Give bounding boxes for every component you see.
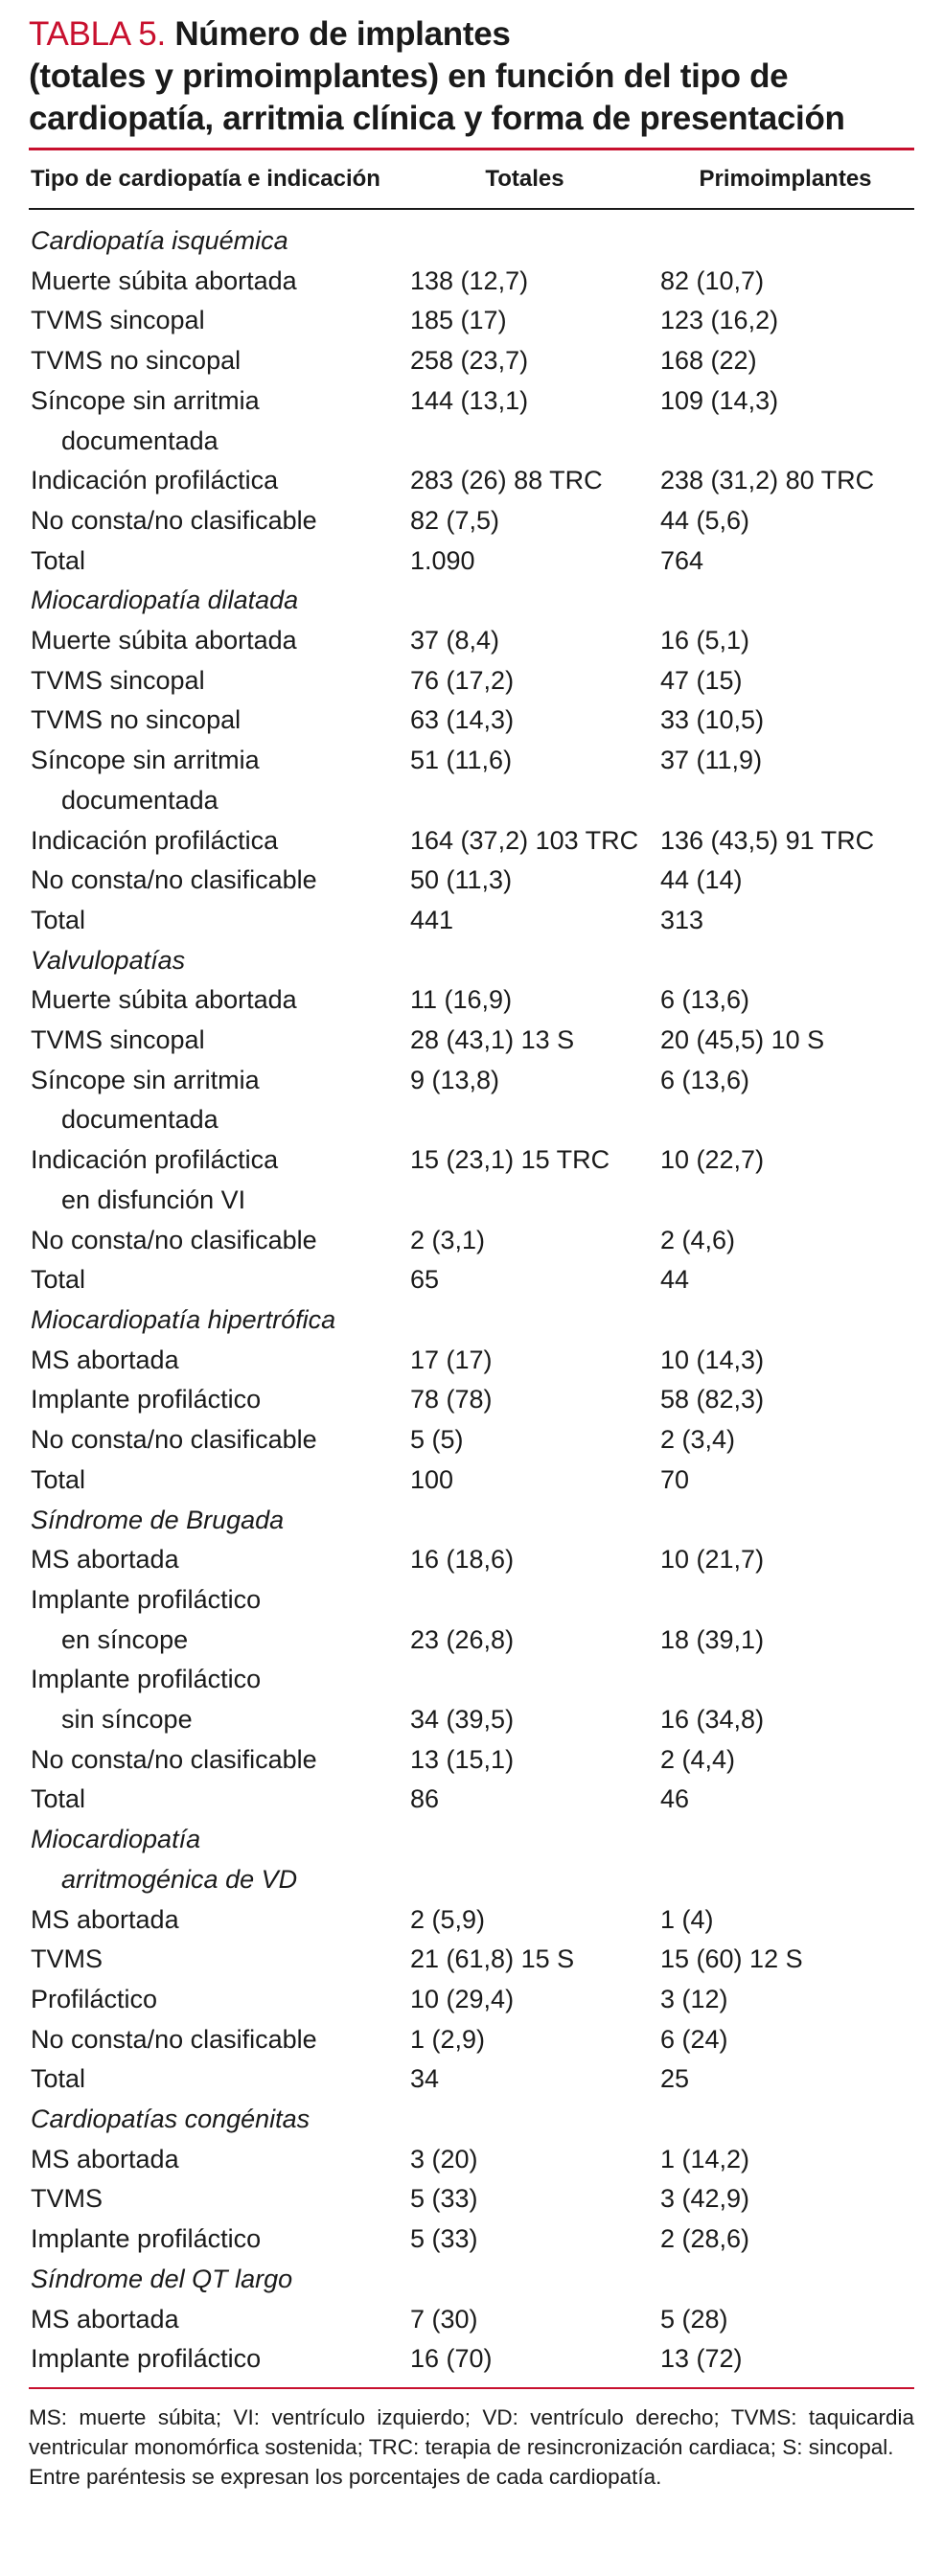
row-label: TVMS no sincopal [31,346,242,376]
cell-primoimplantes: 2 (28,6) [660,2224,750,2254]
cell-totales [393,1300,656,1341]
cell-totales: 21 (61,8) 15 S [410,1944,575,1974]
cell-primoimplantes: 16 (5,1) [660,626,750,656]
table-row [29,1460,914,1501]
section-row [29,1820,914,1860]
row-label: Indicación profiláctica [31,1145,279,1175]
cell-totales: 34 (39,5) [410,1705,515,1735]
cell-primoimplantes: 1 (14,2) [660,2144,750,2174]
cell-totales: 5 (33) [410,2184,478,2214]
table-row [29,1621,914,1661]
header-totales: Totales [485,166,564,192]
cell-totales: 5 (33) [410,2224,478,2254]
row-label: Indicación profiláctica [31,466,279,495]
cell-totales: 15 (23,1) 15 TRC [410,1145,610,1175]
section-row [29,1860,914,1900]
cell-primoimplantes [656,781,914,821]
table-row [29,1140,914,1181]
cell-totales: 2 (3,1) [410,1225,486,1254]
cell-primoimplantes: 238 (31,2) 80 TRC [660,466,875,495]
header-primo: Primoimplantes [699,166,872,192]
cell-primoimplantes [656,1100,914,1140]
title-line-2: (totales y primoimplantes) en función del tipo de [29,58,789,95]
cell-totales: 283 (26) 88 TRC [410,466,603,495]
cell-totales: 9 (13,8) [410,1065,500,1094]
cell-primoimplantes: 13 (72) [660,2344,743,2374]
footnote-abbreviations: MS: muerte súbita; VI: ventrículo izquierdo; VD: ventrículo derecho; TVMS: taquicardia ventricular monomórfica sostenida; TRC: terapia de resincronización cardiaca; S: sincopal. [29,2404,914,2459]
table-row [29,2220,914,2260]
cell-primoimplantes: 6 (13,6) [660,985,750,1015]
row-label: Cardiopatías congénitas [31,2104,310,2134]
cell-primoimplantes: 10 (14,3) [660,1345,765,1374]
row-label: MS abortada [31,2304,179,2334]
table-row [29,2059,914,2100]
row-label: TVMS sincopal [31,1025,205,1055]
cell-primoimplantes: 47 (15) [660,665,743,695]
cell-totales: 100 [410,1464,454,1494]
footnote-percentages: Entre paréntesis se expresan los porcentajes de cada cardiopatía. [29,2464,662,2489]
row-label: No consta/no clasificable [31,1425,317,1455]
table-row [29,701,914,741]
cell-totales: 11 (16,9) [410,985,513,1015]
cell-primoimplantes: 2 (3,4) [660,1425,736,1455]
cell-totales: 185 (17) [410,306,507,335]
table-row [29,661,914,702]
cell-primoimplantes: 3 (42,9) [660,2184,750,2214]
cell-totales: 76 (17,2) [410,665,515,695]
row-label: Miocardiopatía hipertrófica [31,1304,336,1334]
row-label: TVMS sincopal [31,665,205,695]
table-row [29,1740,914,1781]
cell-primoimplantes: 70 [660,1464,690,1494]
cell-primoimplantes: 25 [660,2064,690,2094]
table-row [29,1260,914,1300]
row-label: Cardiopatía isquémica [31,226,288,255]
table-row [29,1100,914,1140]
cell-totales [393,1860,656,1900]
table-row [29,1700,914,1740]
table-row [29,1420,914,1460]
row-label: Total [31,2064,86,2094]
row-label: Indicación profiláctica [31,825,279,855]
row-label: Profiláctico [31,1984,158,2013]
table-row [29,1181,914,1221]
cell-totales: 164 (37,2) 103 TRC [410,825,639,855]
cell-primoimplantes: 3 (12) [660,1984,728,2013]
row-label: Síncope sin arritmia [31,1065,260,1094]
table-row [29,2140,914,2180]
row-label: Total [31,1464,86,1494]
row-label: documentada [61,785,218,815]
cell-totales [393,2100,656,2140]
cell-totales: 51 (11,6) [410,746,513,775]
cell-primoimplantes: 46 [660,1784,690,1814]
cell-primoimplantes: 6 (24) [660,2024,728,2054]
row-label: No consta/no clasificable [31,2024,317,2054]
cell-primoimplantes: 6 (13,6) [660,1065,750,1094]
cell-totales: 23 (26,8) [410,1624,515,1654]
row-label: Total [31,1265,86,1295]
table-row [29,1380,914,1420]
table-row [29,2339,914,2380]
table-row [29,980,914,1021]
cell-primoimplantes [656,1860,914,1900]
table-row [29,821,914,862]
cell-primoimplantes: 44 (14) [660,865,743,895]
cell-totales [393,1580,656,1621]
table-row [29,1780,914,1820]
row-label: documentada [61,1105,218,1135]
row-label: Total [31,545,86,575]
row-label: Implante profiláctico [31,1584,262,1614]
table-row [29,461,914,501]
cell-totales [393,581,656,621]
table-row [29,501,914,541]
cell-totales [393,1501,656,1541]
row-label: Síndrome de Brugada [31,1505,285,1534]
cell-primoimplantes: 33 (10,5) [660,705,765,735]
cell-primoimplantes [656,422,914,462]
cell-totales: 82 (7,5) [410,505,500,535]
row-label: en síncope [61,1624,189,1654]
row-label: MS abortada [31,1904,179,1934]
cell-totales: 78 (78) [410,1385,493,1414]
cell-totales [393,781,656,821]
cell-primoimplantes: 136 (43,5) 91 TRC [660,825,875,855]
cell-totales: 2 (5,9) [410,1904,486,1934]
table-row [29,541,914,582]
cell-totales: 258 (23,7) [410,346,529,376]
title-line-3: cardiopatía, arritmia clínica y forma de presentación [29,100,845,137]
section-row [29,221,914,262]
cell-totales: 16 (18,6) [410,1545,515,1575]
cell-primoimplantes [656,1580,914,1621]
cell-totales: 144 (13,1) [410,385,529,415]
cell-primoimplantes: 764 [660,545,704,575]
cell-totales: 17 (17) [410,1345,493,1374]
table-row [29,861,914,901]
table-row [29,1940,914,1980]
row-label: No consta/no clasificable [31,1225,317,1254]
row-label: Total [31,1784,86,1814]
row-label: No consta/no clasificable [31,505,317,535]
cell-totales: 10 (29,4) [410,1984,515,2013]
cell-primoimplantes: 20 (45,5) 10 S [660,1025,825,1055]
section-row [29,1501,914,1541]
cell-totales: 138 (12,7) [410,265,529,295]
row-label: Miocardiopatía [31,1825,201,1854]
row-label: MS abortada [31,1545,179,1575]
table-row [29,1660,914,1700]
cell-totales [393,1660,656,1700]
table-row [29,1980,914,2020]
row-label: Muerte súbita abortada [31,626,297,656]
cell-primoimplantes: 15 (60) 12 S [660,1944,803,1974]
cell-primoimplantes [656,1501,914,1541]
table-body [29,210,914,2387]
cell-primoimplantes: 313 [660,905,704,934]
table-row [29,1341,914,1381]
cell-primoimplantes: 58 (82,3) [660,1385,765,1414]
table-tag: TABLA 5. [29,15,166,53]
table-footnotes [29,2403,914,2492]
cell-totales: 34 [410,2064,440,2094]
cell-totales: 16 (70) [410,2344,493,2374]
table-row [29,422,914,462]
cell-primoimplantes: 16 (34,8) [660,1705,765,1735]
row-label: Implante profiláctico [31,1385,262,1414]
row-label: sin síncope [61,1705,193,1735]
table-title [29,13,914,140]
row-label: Síncope sin arritmia [31,385,260,415]
cell-totales: 13 (15,1) [410,1744,515,1774]
cell-totales [393,1100,656,1140]
table-row [29,262,914,302]
cell-totales [393,2260,656,2300]
table-row [29,2020,914,2060]
table-row [29,301,914,341]
row-label: Implante profiláctico [31,2224,262,2254]
table-container [29,13,914,2492]
header-type: Tipo de cardiopatía e indicación [31,166,380,192]
cell-primoimplantes: 10 (21,7) [660,1545,765,1575]
cell-totales [393,941,656,981]
cell-primoimplantes: 168 (22) [660,346,757,376]
row-label: Síncope sin arritmia [31,746,260,775]
table-row [29,1900,914,1941]
table-row [29,741,914,781]
table-row [29,341,914,381]
cell-primoimplantes: 37 (11,9) [660,746,763,775]
bottom-rule [29,2387,914,2389]
cell-totales: 37 (8,4) [410,626,500,656]
row-label: MS abortada [31,2144,179,2174]
cell-totales: 50 (11,3) [410,865,513,895]
table-row [29,1540,914,1580]
cell-totales: 86 [410,1784,440,1814]
cell-primoimplantes: 2 (4,6) [660,1225,736,1254]
cell-primoimplantes [656,2260,914,2300]
row-label: Muerte súbita abortada [31,265,297,295]
row-label: Muerte súbita abortada [31,985,297,1015]
cell-totales: 28 (43,1) 13 S [410,1025,575,1055]
table-row [29,1061,914,1101]
cell-primoimplantes [656,1300,914,1341]
cell-primoimplantes [656,941,914,981]
cell-primoimplantes: 2 (4,4) [660,1744,736,1774]
section-row [29,2260,914,2300]
row-label: Síndrome del QT largo [31,2264,293,2293]
table-row [29,901,914,941]
row-label: TVMS [31,1944,104,1974]
table-row [29,1021,914,1061]
cell-primoimplantes: 5 (28) [660,2304,728,2334]
table-header [29,150,914,208]
cell-primoimplantes: 18 (39,1) [660,1624,765,1654]
cell-primoimplantes: 82 (10,7) [660,265,765,295]
section-row [29,941,914,981]
cell-primoimplantes [656,221,914,262]
table-row [29,2300,914,2340]
cell-totales [393,1181,656,1221]
cell-totales: 65 [410,1265,440,1295]
cell-totales [393,1820,656,1860]
cell-primoimplantes: 44 (5,6) [660,505,750,535]
row-label: TVMS no sincopal [31,705,242,735]
row-label: Valvulopatías [31,945,186,975]
cell-totales: 1 (2,9) [410,2024,486,2054]
cell-totales: 1.090 [410,545,475,575]
row-label: MS abortada [31,1345,179,1374]
row-label: TVMS sincopal [31,306,205,335]
table-row [29,2179,914,2220]
section-row [29,581,914,621]
row-label: No consta/no clasificable [31,1744,317,1774]
cell-primoimplantes [656,581,914,621]
row-label: en disfunción VI [61,1184,246,1214]
row-label: No consta/no clasificable [31,865,317,895]
row-label: TVMS [31,2184,104,2214]
section-row [29,1300,914,1341]
cell-primoimplantes [656,2100,914,2140]
row-label: Implante profiláctico [31,1665,262,1694]
cell-primoimplantes: 109 (14,3) [660,385,779,415]
table-row [29,621,914,661]
cell-totales: 5 (5) [410,1425,464,1455]
row-label: arritmogénica de VD [61,1864,298,1894]
section-row [29,2100,914,2140]
cell-totales [393,221,656,262]
table-row [29,381,914,422]
row-label: documentada [61,426,218,455]
table-row [29,1580,914,1621]
cell-totales [393,422,656,462]
row-label: Implante profiláctico [31,2344,262,2374]
cell-primoimplantes: 44 [660,1265,690,1295]
row-label: Total [31,905,86,934]
cell-totales: 3 (20) [410,2144,478,2174]
cell-primoimplantes: 1 (4) [660,1904,714,1934]
cell-totales: 63 (14,3) [410,705,515,735]
cell-primoimplantes [656,1181,914,1221]
title-line-1: Número de implantes [174,15,511,53]
cell-totales: 7 (30) [410,2304,478,2334]
cell-totales: 441 [410,905,454,934]
table-row [29,1221,914,1261]
table-row [29,781,914,821]
row-label: Miocardiopatía dilatada [31,586,299,615]
cell-primoimplantes [656,1660,914,1700]
cell-primoimplantes: 10 (22,7) [660,1145,765,1175]
cell-primoimplantes [656,1820,914,1860]
cell-primoimplantes: 123 (16,2) [660,306,779,335]
